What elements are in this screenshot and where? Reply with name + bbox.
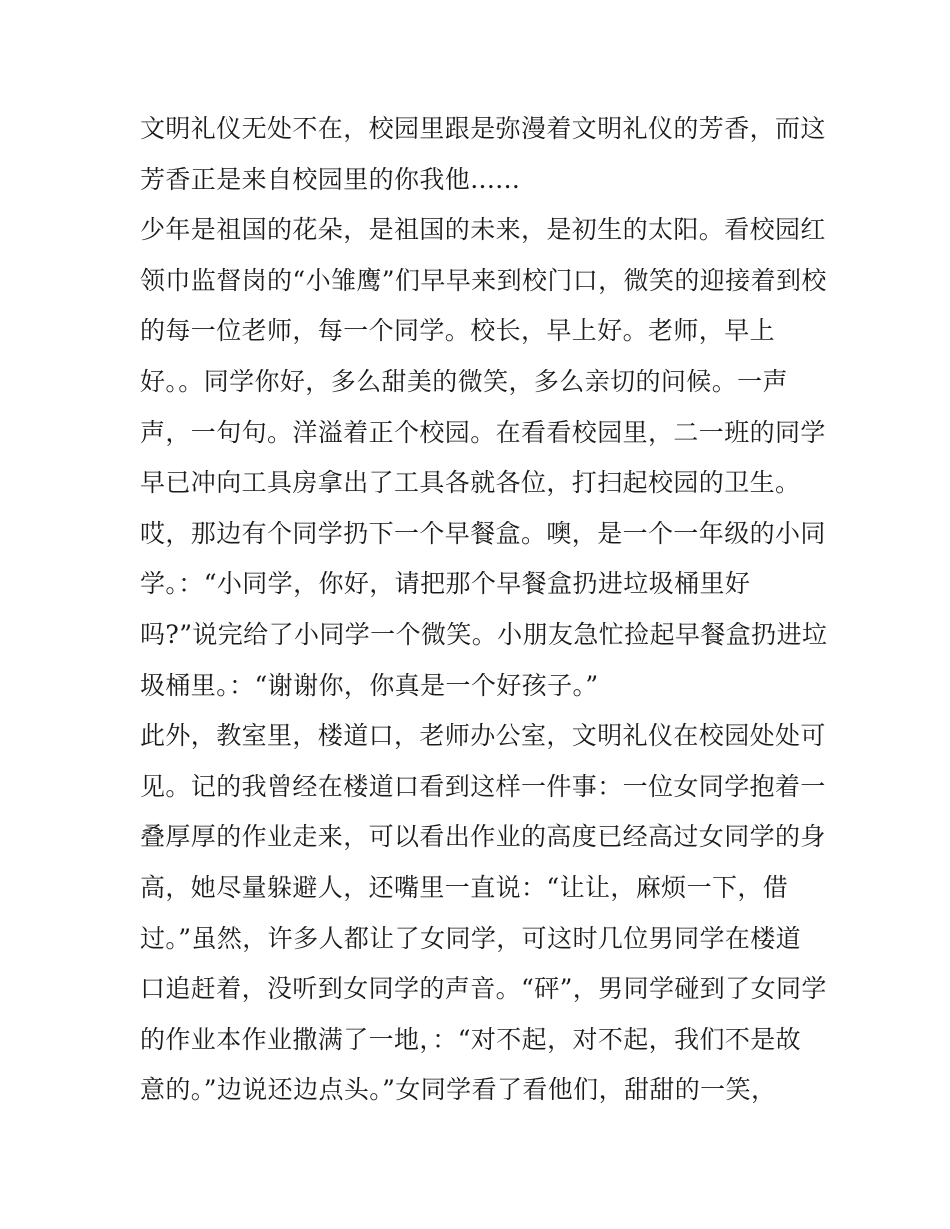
essay-text (140, 104, 828, 1116)
text-line-18: 口追赶着，没听到女同学的声音。“砰”，男同学碰到了女同学 (140, 974, 827, 1004)
text-line-14: 见。记的我曾经在楼道口看到这样一件事：一位女同学抱着一 (140, 771, 826, 801)
text-line-6: 好。。同学你好，多么甜美的微笑，多么亲切的问候。一声 (140, 366, 788, 396)
text-line-9: 哎，那边有个同学扔下一个早餐盒。噢，是一个一年级的小同 (140, 518, 826, 548)
text-line-10: 学。：“小同学，你好，请把那个早餐盒扔进垃圾桶里好 (140, 569, 751, 599)
text-line-1: 文明礼仪无处不在，校园里跟是弥漫着文明礼仪的芳香，而这 (140, 114, 826, 143)
text-line-15: 叠厚厚的作业走来，可以看出作业的高度已经高过女同学的身 (140, 822, 826, 852)
text-line-16: 高，她尽量躲避人，还嘴里一直说：“让让，麻烦一下，借 (140, 872, 789, 902)
text-line-4: 领巾监督岗的“小雏鹰”们早早来到校门口，微笑的迎接着到校 (140, 265, 827, 295)
text-line-2: 芳香正是来自校园里的你我他...... (140, 164, 521, 194)
text-line-7: 声，一句句。洋溢着正个校园。在看看校园里，二一班的同学 (140, 417, 826, 447)
text-line-5: 的每一位老师，每一个同学。校长，早上好。老师，早上 (140, 316, 776, 346)
text-line-8: 早已冲向工具房拿出了工具各就各位，打扫起校园的卫生。 (140, 468, 801, 498)
text-line-19: 的作业本作业撒满了一地，：“对不起，对不起，我们不是故 (140, 1024, 802, 1054)
text-line-11: 吗?”说完给了小同学一个微笑。小朋友急忙捡起早餐盒扔进垃 (140, 619, 828, 649)
text-line-13: 此外，教室里，楼道口，老师办公室，文明礼仪在校园处处可 (140, 721, 826, 751)
text-line-3: 少年是祖国的花朵，是祖国的未来，是初生的太阳。看校园红 (140, 215, 826, 245)
text-line-20: 意的。”边说还边点头。”女同学看了看他们，甜甜的一笑， (140, 1075, 777, 1105)
text-line-17: 过。”虽然，许多人都让了女同学，可这时几位男同学在楼道 (140, 923, 802, 953)
text-line-12: 圾桶里。：“谢谢你，你真是一个好孩子。” (140, 670, 599, 700)
